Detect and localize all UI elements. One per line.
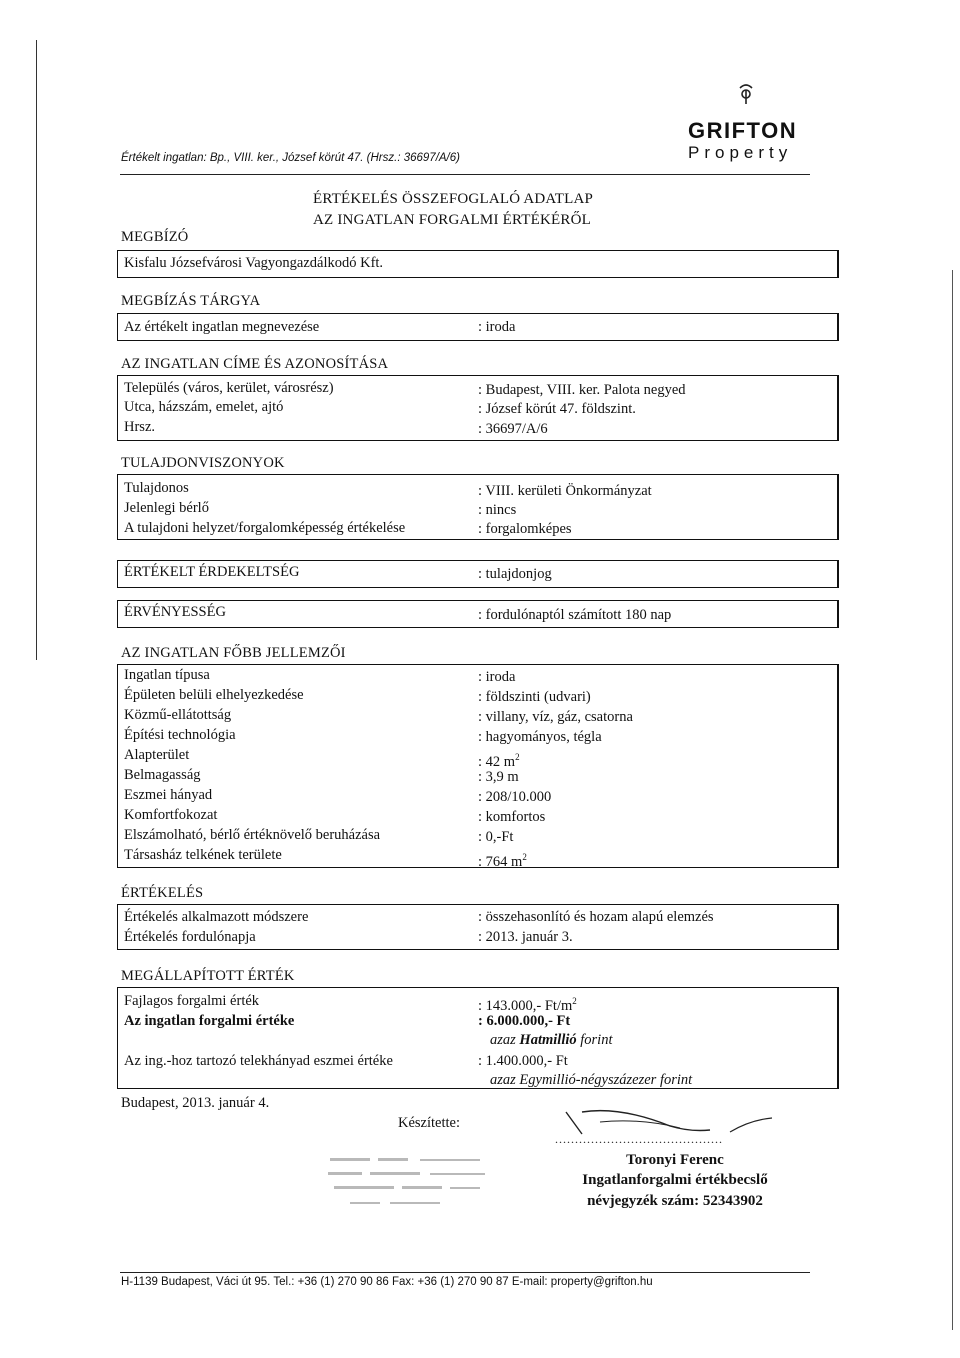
assignment-heading: MEGBÍZÁS TÁRGYA	[121, 293, 261, 309]
feature-value	[478, 847, 527, 872]
scan-edge-line	[952, 270, 953, 1330]
form-title-line-1: ÉRTÉKELÉS ÖSSZEFOGLALÓ ADATLAP	[313, 191, 594, 207]
features-box	[117, 664, 839, 868]
document-header	[0, 0, 960, 180]
address-value: : Budapest, VIII. ker. Palota negyed	[478, 382, 686, 398]
land-value: : 1.400.000,- Ft	[478, 1053, 568, 1069]
grifton-logo-mark	[736, 82, 756, 106]
result-box	[117, 987, 839, 1089]
feature-label: Építési technológia	[124, 727, 236, 743]
valuer-role: Ingatlanforgalmi értékbecslő	[582, 1172, 768, 1188]
valuation-box	[117, 904, 839, 950]
valuer-name: Toronyi Ferenc	[626, 1152, 724, 1168]
market-value: : 6.000.000,- Ft	[478, 1013, 571, 1029]
footer-contact: H-1139 Budapest, Váci út 95. Tel.: +36 (1) 270 90 86 Fax: +36 (1) 270 90 87 E-mail: property@grifton.hu	[121, 1276, 653, 1288]
address-heading: AZ INGATLAN CÍME ÉS AZONOSÍTÁSA	[121, 356, 389, 372]
signature-dots: ..........................................	[555, 1132, 723, 1146]
place-date: Budapest, 2013. január 4.	[121, 1095, 270, 1111]
unit-value-text: : 143.000,- Ft/m	[478, 997, 573, 1014]
feature-value-text: : 42 m	[478, 753, 516, 770]
assignment-value: : iroda	[478, 319, 516, 335]
header-rule	[120, 174, 810, 175]
interest-value: : tulajdonjog	[478, 566, 552, 582]
assignment-label: Az értékelt ingatlan megnevezése	[124, 319, 320, 335]
feature-label: Alapterület	[124, 747, 190, 763]
land-value-in-words: azaz Egymillió-négyszázezer forint	[490, 1072, 693, 1088]
feature-label: Társasház telkének területe	[124, 847, 282, 863]
valuation-label: Értékelés alkalmazott módszere	[124, 909, 309, 925]
valuation-value: : összehasonlító és hozam alapú elemzés	[478, 909, 714, 925]
client-name: Kisfalu Józsefvárosi Vagyongazdálkodó Kft.	[124, 255, 384, 271]
logo-name: GRIFTON	[688, 118, 798, 143]
ownership-box	[117, 474, 839, 540]
market-words-suffix: forint	[576, 1032, 613, 1048]
address-label: Utca, házszám, emelet, ajtó	[124, 399, 284, 415]
interest-label: ÉRTÉKELT ÉRDEKELTSÉG	[124, 564, 300, 580]
address-label: Hrsz.	[124, 419, 156, 435]
market-value-label: Az ingatlan forgalmi értéke	[124, 1013, 295, 1029]
validity-box	[117, 600, 839, 628]
feature-label: Ingatlan típusa	[124, 667, 210, 683]
market-value-in-words	[490, 1030, 612, 1050]
features-heading: AZ INGATLAN FŐBB JELLEMZŐI	[121, 645, 346, 661]
ownership-label: Tulajdonos	[124, 480, 189, 496]
feature-value: : 208/10.000	[478, 789, 552, 805]
feature-value: : komfortos	[478, 809, 546, 825]
logo-mark-icon	[736, 82, 756, 106]
ownership-label: A tulajdoni helyzet/forgalomképesség értékelése	[124, 520, 406, 536]
ownership-value: : nincs	[478, 502, 517, 518]
validity-label: ÉRVÉNYESSÉG	[124, 604, 226, 620]
market-words-prefix: azaz	[490, 1032, 520, 1048]
assignment-box	[117, 313, 839, 341]
valuation-heading: ÉRTÉKELÉS	[121, 885, 204, 901]
form-title-line-2: AZ INGATLAN FORGALMI ÉRTÉKÉRŐL	[313, 212, 591, 228]
ownership-value: : forgalomképes	[478, 521, 572, 537]
feature-value-sup: 2	[522, 852, 527, 862]
feature-value-text: : 764 m	[478, 853, 523, 870]
address-value: : 36697/A/6	[478, 421, 548, 437]
valuer-registry: névjegyzék szám: 52343902	[587, 1193, 763, 1209]
subject-line: Értékelt ingatlan: Bp., VIII. ker., József körút 47. (Hrsz.: 36697/A/6)	[121, 152, 460, 164]
market-words-bold: Hatmillió	[519, 1032, 577, 1048]
result-heading: MEGÁLLAPÍTOTT ÉRTÉK	[121, 968, 295, 984]
ownership-heading: TULAJDONVISZONYOK	[121, 455, 285, 471]
feature-label: Komfortfokozat	[124, 807, 218, 823]
client-heading: MEGBÍZÓ	[121, 229, 189, 245]
valuation-label: Értékelés fordulónapja	[124, 929, 256, 945]
address-box	[117, 375, 839, 441]
feature-value: : földszinti (udvari)	[478, 689, 591, 705]
ownership-value: : VIII. kerületi Önkormányzat	[478, 483, 652, 499]
feature-value: : 0,-Ft	[478, 829, 514, 845]
address-label: Település (város, kerület, városrész)	[124, 380, 334, 396]
feature-value: : iroda	[478, 669, 516, 685]
interest-box	[117, 560, 839, 588]
unit-value-sup: 2	[572, 996, 577, 1006]
feature-value: : 3,9 m	[478, 769, 519, 785]
stamp-impression	[320, 1150, 505, 1228]
address-value: : József körút 47. földszint.	[478, 401, 636, 417]
land-value-label: Az ing.-hoz tartozó telekhányad eszmei értéke	[124, 1053, 393, 1069]
feature-value: : villany, víz, gáz, csatorna	[478, 709, 633, 725]
validity-value: : fordulónaptól számított 180 nap	[478, 607, 672, 623]
feature-label: Eszmei hányad	[124, 787, 213, 803]
ownership-label: Jelenlegi bérlő	[124, 500, 209, 516]
unit-value-label: Fajlagos forgalmi érték	[124, 993, 260, 1009]
logo-subtitle: Property	[688, 143, 793, 162]
feature-label: Közmű-ellátottság	[124, 707, 232, 723]
valuation-value: : 2013. január 3.	[478, 929, 573, 945]
faint-stamp-icon	[320, 1150, 505, 1228]
feature-value: : hagyományos, tégla	[478, 729, 602, 745]
feature-label: Épületen belüli elhelyezkedése	[124, 687, 304, 703]
feature-label: Belmagasság	[124, 767, 201, 783]
prepared-by: Készítette:	[398, 1115, 461, 1131]
feature-value-sup: 2	[515, 752, 520, 762]
feature-label: Elszámolható, bérlő értéknövelő beruházása	[124, 827, 381, 843]
client-box	[117, 250, 839, 278]
footer-rule	[120, 1272, 810, 1273]
